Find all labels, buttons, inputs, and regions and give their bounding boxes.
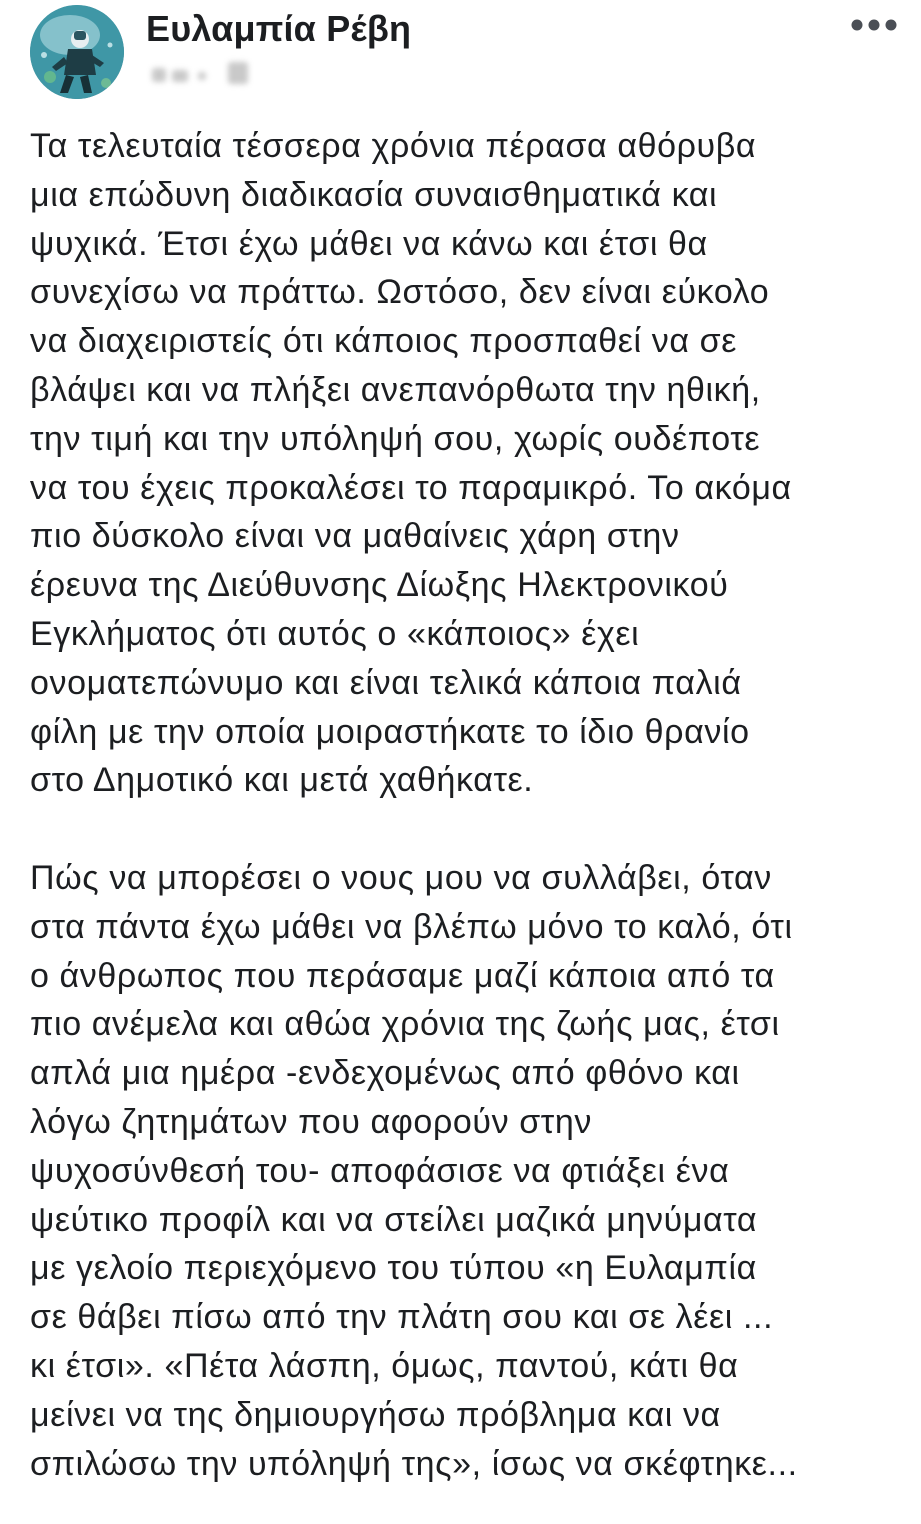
post-body-text [30, 122, 910, 1488]
post-text-line: έρευνα της Διεύθυνσης Δίωξης Ηλεκτρονικού [30, 566, 729, 605]
author-avatar[interactable] [30, 5, 124, 99]
post-text-line: στο Δημοτικό και μετά χαθήκατε. [30, 761, 534, 800]
more-horizontal-icon [849, 12, 899, 38]
paragraph-spacer [30, 805, 910, 854]
post-header [0, 0, 921, 110]
blurred-date [198, 72, 206, 80]
post-text-line: πιο ανέμελα και αθώα χρόνια της ζωής μας, έτσι [30, 1005, 780, 1044]
post-text-line: απλά μια ημέρα -ενδεχομένως από φθόνο και [30, 1054, 740, 1093]
post-text-line: σπιλώσω την υπόληψή της», ίσως να σκέφτηκε... [30, 1444, 798, 1483]
post-text-line: κι έτσι». «Πέτα λάσπη, όμως, παντού, κάτι θα [30, 1346, 739, 1385]
post-text-line: σε θάβει πίσω από την πλάτη σου και σε λέει ... [30, 1298, 774, 1337]
post-text-line: ονοματεπώνυμο και είναι τελικά κάποια παλιά [30, 663, 742, 702]
blurred-audience-icon [228, 62, 248, 84]
post-text-line: στα πάντα έχω μάθει να βλέπω μόνο το καλό, ότι [30, 907, 793, 946]
post-text-line: να διαχειριστείς ότι κάποιος προσπαθεί να σε [30, 322, 737, 361]
post-text-line: ψυχοσύνθεσή του- αποφάσισε να φτιάξει ένα [30, 1151, 730, 1190]
post-text-line: ο άνθρωπος που περάσαμε μαζί κάποια από τα [30, 956, 775, 995]
diver-photo-icon [30, 5, 124, 99]
post-timestamp-redacted [150, 58, 270, 88]
more-options-button[interactable] [849, 12, 899, 38]
post-text-line: μείνει να της δημιουργήσω πρόβλημα και να [30, 1395, 721, 1434]
post-text-line: Τα τελευταία τέσσερα χρόνια πέρασα αθόρυβα [30, 127, 757, 165]
post-text-line: λόγω ζητημάτων που αφορούν στην [30, 1102, 592, 1141]
post-text-line: την τιμή και την υπόληψή σου, χωρίς ουδέποτε [30, 419, 761, 458]
post-text-line: συνεχίσω να πράττω. Ωστόσο, δεν είναι εύκολο [30, 273, 770, 312]
post-text-line: πιο δύσκολο είναι να μαθαίνεις χάρη στην [30, 517, 680, 556]
post-text-line: ψυχικά. Έτσι έχω μάθει να κάνω και έτσι θα [30, 224, 708, 263]
post-text-line: να του έχεις προκαλέσει το παραμικρό. Το ακόμα [30, 468, 792, 507]
blurred-date [172, 70, 188, 82]
author-name[interactable]: Ευλαμπία Ρέβη [146, 8, 412, 49]
post-text-line: ψεύτικο προφίλ και να στείλει μαζικά μηνύματα [30, 1200, 758, 1239]
post-text-line: Πώς να μπορέσει ο νους μου να συλλάβει, όταν [30, 858, 772, 897]
post-text-line: Εγκλήματος ότι αυτός ο «κάποιος» έχει [30, 614, 640, 653]
post-text-line: με γελοίο περιεχόμενο του τύπου «η Ευλαμπία [30, 1249, 757, 1288]
post-text-line: βλάψει και να πλήξει ανεπανόρθωτα την ηθική, [30, 370, 761, 409]
post-text-line: μια επώδυνη διαδικασία συναισθηματικά και [30, 175, 718, 214]
post-text-line: φίλη με την οποία μοιραστήκατε το ίδιο θρανίο [30, 712, 750, 751]
blurred-date [152, 68, 166, 82]
